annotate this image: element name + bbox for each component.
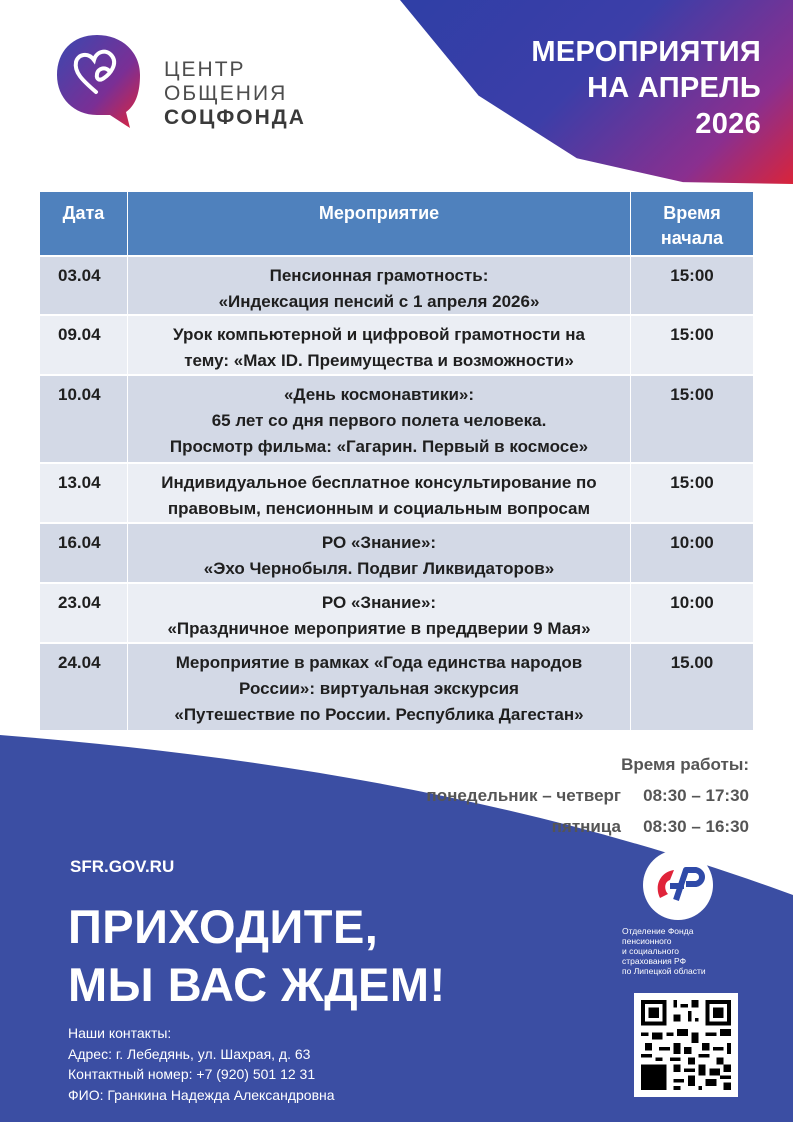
qr-code-icon[interactable] xyxy=(634,993,738,1097)
row-date: 09.04 xyxy=(58,325,101,344)
hours-title: Время работы: xyxy=(621,755,749,774)
row-date: 24.04 xyxy=(58,653,101,672)
logo-line-1: ЦЕНТР xyxy=(164,58,246,81)
row-event-line: Индивидуальное бесплатное консультирование по xyxy=(161,473,597,492)
row-time: 10:00 xyxy=(630,524,753,582)
banner-title xyxy=(531,34,761,142)
row-event-line: «Путешествие по России. Республика Дагестан» xyxy=(174,705,584,724)
org-name xyxy=(622,926,752,976)
row-event-line: Мероприятие в рамках «Года единства народов xyxy=(175,653,583,672)
banner-line-2: НА АПРЕЛЬ xyxy=(587,72,761,104)
row-date: 10.04 xyxy=(58,385,101,404)
row-event-line: «День космонавтики»: xyxy=(283,385,475,404)
row-event-line: тему: «Max ID. Преимущества и возможности» xyxy=(184,351,574,370)
friday-time: 08:30 – 16:30 xyxy=(643,817,749,836)
row-event-line: «Эхо Чернобыля. Подвиг Ликвидаторов» xyxy=(203,559,555,578)
slogan-line-2: МЫ ВАС ЖДЕМ! xyxy=(68,958,446,1011)
contacts-address: Адрес: г. Лебедянь, ул. Шахрая, д. 63 xyxy=(68,1045,311,1062)
website-link[interactable]: SFR.GOV.RU xyxy=(70,857,175,876)
weekdays-time: 08:30 – 17:30 xyxy=(643,786,749,805)
row-time: 15:00 xyxy=(630,464,753,522)
row-date: 03.04 xyxy=(58,266,101,285)
header-time-line-1: Время xyxy=(663,203,721,223)
row-event xyxy=(127,644,630,730)
org-line-3: и социального xyxy=(622,946,679,956)
row-event-line: РО «Знание»: xyxy=(321,593,437,612)
logo-text xyxy=(164,58,306,130)
header-event: Мероприятие xyxy=(127,192,630,255)
row-time: 15.00 xyxy=(630,644,753,730)
org-line-1: Отделение Фонда xyxy=(622,926,694,936)
row-event xyxy=(127,524,630,582)
row-date: 16.04 xyxy=(58,533,101,552)
row-event-line: «Праздничное мероприятие в преддверии 9 Мая» xyxy=(167,619,591,638)
row-event-line: 65 лет со дня первого полета человека. xyxy=(211,411,547,430)
table-row xyxy=(40,584,753,642)
row-event-line: «Индексация пенсий с 1 апреля 2026» xyxy=(218,292,540,311)
slogan xyxy=(68,898,446,1014)
row-time: 10:00 xyxy=(630,584,753,642)
header-date: Дата xyxy=(62,203,105,223)
logo-line-3: СОЦФОНДА xyxy=(164,106,306,129)
row-event-line: России»: виртуальная экскурсия xyxy=(239,679,519,698)
table-row xyxy=(40,524,753,582)
heart-logo-icon xyxy=(52,30,142,130)
contacts-person: ФИО: Гранкина Надежда Александровна xyxy=(68,1086,335,1103)
friday-label: пятница xyxy=(551,817,621,836)
row-time: 15:00 xyxy=(630,316,753,374)
hours-friday xyxy=(426,811,749,842)
table-header xyxy=(40,192,753,255)
working-hours xyxy=(426,749,749,842)
row-time: 15:00 xyxy=(630,257,753,314)
slogan-line-1: ПРИХОДИТЕ, xyxy=(68,900,379,953)
table-row xyxy=(40,644,753,730)
org-line-4: страхования РФ xyxy=(622,956,687,966)
row-date: 13.04 xyxy=(58,473,101,492)
hours-weekdays xyxy=(426,780,749,811)
header-time xyxy=(630,192,753,255)
org-line-2: пенсионного xyxy=(622,936,672,946)
table-row xyxy=(40,376,753,462)
row-event-line: Урок компьютерной и цифровой грамотности на xyxy=(173,325,585,344)
table-row xyxy=(40,464,753,522)
events-table xyxy=(40,192,753,730)
table-row xyxy=(40,257,753,314)
contacts xyxy=(68,1023,335,1105)
logo-line-2: ОБЩЕНИЯ xyxy=(164,82,288,105)
weekdays-label: понедельник – четверг xyxy=(426,786,621,805)
row-event-line: Пенсионная грамотность: xyxy=(269,266,489,285)
banner-line-1: МЕРОПРИЯТИЯ xyxy=(531,36,761,68)
row-event-line: Просмотр фильма: «Гагарин. Первый в космосе» xyxy=(169,437,589,456)
table-row xyxy=(40,316,753,374)
row-event xyxy=(127,376,630,462)
row-event xyxy=(127,257,630,314)
row-event xyxy=(127,584,630,642)
org-line-5: по Липецкой области xyxy=(622,966,706,976)
contacts-phone: Контактный номер: +7 (920) 501 12 31 xyxy=(68,1066,316,1082)
row-date: 23.04 xyxy=(58,593,101,612)
banner-line-3: 2026 xyxy=(695,108,761,140)
contacts-title: Наши контакты: xyxy=(68,1025,172,1041)
row-event-line: РО «Знание»: xyxy=(321,533,437,552)
row-time: 15:00 xyxy=(630,376,753,462)
row-event xyxy=(127,464,630,522)
sfr-logo-icon xyxy=(640,850,716,920)
row-event xyxy=(127,316,630,374)
header-time-line-2: начала xyxy=(660,228,724,248)
row-event-line: правовым, пенсионным и социальным вопросам xyxy=(167,499,591,518)
table-body xyxy=(40,257,753,730)
